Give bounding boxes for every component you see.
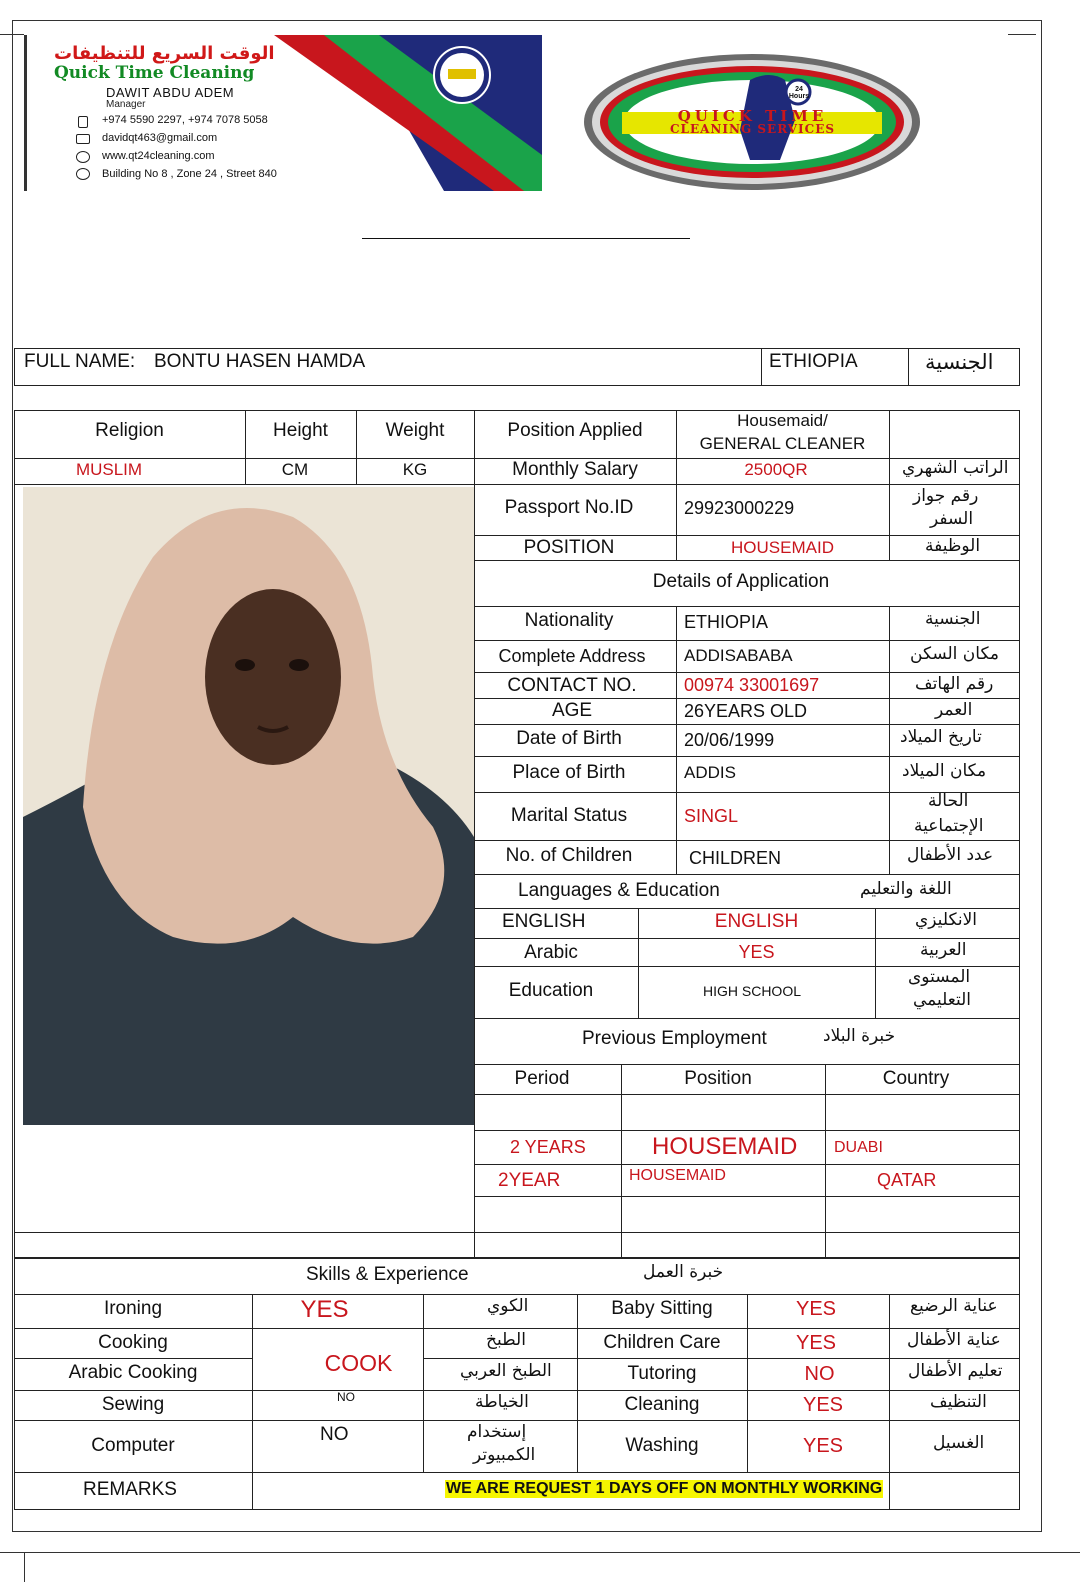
salary-ar: الراتب الشهري — [902, 458, 1009, 478]
logo-text: QUICK TIME CLEANING SERVICES — [669, 107, 836, 136]
dob-label: Date of Birth — [516, 728, 622, 749]
contact-ar: رقم الهاتف — [915, 674, 994, 694]
skill-children-care-label: Children Care — [603, 1332, 721, 1353]
employment-row2-period: 2YEAR — [498, 1170, 561, 1191]
manager-name: DAWIT ABDU ADEM — [106, 85, 235, 100]
mail-icon — [76, 134, 90, 144]
skill-ironing-label: Ironing — [103, 1298, 163, 1319]
skill-children-care-value: YES — [795, 1332, 837, 1354]
badge-24-hours: 24 Hours — [788, 86, 810, 100]
pob-value: ADDIS — [684, 763, 736, 782]
company-logo — [580, 52, 930, 192]
skill-sewing-value: NO — [337, 1390, 355, 1404]
languages-title-ar: اللغة والتعليم — [860, 879, 952, 899]
age-ar: العمر — [935, 700, 973, 720]
skill-computer-ar-1: إستخدام — [467, 1422, 527, 1442]
salary-label: Monthly Salary — [512, 459, 638, 480]
skill-washing-value: YES — [802, 1435, 844, 1457]
height-value: CM — [281, 460, 309, 479]
skill-sewing-label: Sewing — [101, 1394, 165, 1415]
age-label: AGE — [551, 700, 593, 721]
position-ar: الوظيفة — [925, 536, 981, 556]
employment-row1-position: HOUSEMAID — [652, 1133, 798, 1160]
card-email: davidqt463@gmail.com — [102, 132, 218, 144]
skill-ironing-value: YES — [300, 1296, 349, 1323]
card-website: www.qt24cleaning.com — [102, 150, 215, 162]
globe-icon — [76, 151, 90, 163]
position-applied-label: Position Applied — [507, 420, 643, 441]
employment-row2-position: HOUSEMAID — [629, 1167, 726, 1184]
remarks-value: WE ARE REQUEST 1 DAYS OFF ON MONTHLY WORKING — [446, 1480, 883, 1497]
corner-mark — [24, 1552, 25, 1582]
contact-value: 00974 33001697 — [684, 675, 820, 695]
skill-computer-value: NO — [320, 1424, 349, 1445]
languages-title: Languages & Education — [518, 880, 720, 901]
salary-value: 2500QR — [744, 460, 808, 479]
marital-ar-1: الحالة — [928, 791, 969, 811]
religion-label: Religion — [95, 420, 164, 441]
education-value: HIGH SCHOOL — [702, 983, 801, 999]
skill-baby-sitting-value: YES — [795, 1298, 837, 1320]
page-break-line — [0, 1552, 1080, 1553]
remarks-label: REMARKS — [83, 1479, 177, 1500]
education-ar-1: المستوى — [908, 967, 971, 987]
employment-header-position: Position — [684, 1068, 752, 1089]
english-ar: الانكليزي — [915, 910, 977, 930]
skill-cooking-label: Cooking — [98, 1332, 168, 1353]
arabic-label: Arabic — [524, 942, 578, 963]
weight-value: KG — [402, 460, 428, 479]
company-arabic-name: الوقت السريع للتنظيفات — [54, 43, 275, 64]
position-applied-line2: GENERAL CLEANER — [699, 434, 866, 453]
marital-ar-2: الإجتماعية — [914, 816, 984, 836]
position-label: POSITION — [523, 537, 615, 558]
arabic-ar: العربية — [920, 940, 967, 960]
pob-ar: مكان الميلاد — [902, 761, 987, 781]
card-address: Building No 8 , Zone 24 , Street 840 — [102, 168, 277, 180]
skill-cleaning-ar: التنظيف — [930, 1392, 987, 1412]
skill-arabic-cooking-ar: الطبخ العربي — [460, 1361, 552, 1381]
skill-computer-ar-2: الكمبيوتر — [473, 1445, 536, 1465]
header-nationality: ETHIOPIA — [769, 351, 858, 372]
religion-value: MUSLIM — [75, 460, 143, 479]
employment-header-period: Period — [514, 1068, 570, 1089]
english-value: ENGLISH — [714, 911, 799, 932]
skills-title-ar: خبرة العمل — [643, 1262, 724, 1282]
skill-baby-sitting-label: Baby Sitting — [611, 1298, 713, 1319]
skill-cooking-ar: الطبخ — [486, 1330, 526, 1350]
employment-row1-country: DUABI — [834, 1139, 883, 1156]
skill-cleaning-label: Cleaning — [624, 1394, 700, 1415]
contact-label: CONTACT NO. — [507, 675, 637, 696]
manager-role: Manager — [106, 99, 146, 110]
marital-value: SINGL — [684, 806, 739, 826]
passport-label: Passport No.ID — [504, 497, 634, 518]
corner-mark — [0, 34, 24, 35]
skill-cleaning-value: YES — [802, 1394, 844, 1416]
skill-computer-label: Computer — [91, 1435, 175, 1456]
position-applied-line1: Housemaid/ — [737, 411, 828, 430]
skill-tutoring-ar: تعليم الأطفال — [908, 1361, 1003, 1381]
passport-ar-1: رقم جواز — [913, 486, 979, 506]
arabic-value: YES — [738, 942, 775, 962]
children-label: No. of Children — [505, 845, 633, 866]
address-value: ADDISABABA — [684, 646, 793, 665]
education-label: Education — [508, 980, 594, 1001]
address-label: Complete Address — [498, 646, 646, 666]
skill-sewing-ar: الخياطة — [475, 1392, 529, 1412]
address-ar: مكان السكن — [910, 644, 999, 664]
employment-title-ar: خبرة البلاد — [823, 1026, 896, 1046]
nationality-value: ETHIOPIA — [684, 612, 769, 632]
english-label: ENGLISH — [502, 911, 586, 932]
weight-label: Weight — [385, 420, 445, 441]
signature-line — [362, 238, 690, 239]
marital-label: Marital Status — [510, 805, 628, 826]
business-card — [24, 35, 542, 191]
height-label: Height — [273, 420, 328, 441]
employment-title: Previous Employment — [582, 1028, 767, 1049]
employment-row1-period: 2 YEARS — [510, 1137, 586, 1157]
phone-icon — [78, 116, 88, 128]
pob-label: Place of Birth — [512, 762, 626, 783]
details-title: Details of Application — [652, 571, 830, 592]
passport-ar-2: السفر — [930, 509, 974, 529]
nationality-label: Nationality — [524, 610, 614, 631]
skill-tutoring-value: NO — [804, 1363, 835, 1385]
full-name-label: FULL NAME: — [24, 351, 136, 372]
skill-children-care-ar: عناية الأطفال — [907, 1330, 1001, 1350]
card-phone: +974 5590 2297, +974 7078 5058 — [102, 114, 268, 126]
age-value: 26YEARS OLD — [684, 701, 808, 721]
skill-baby-sitting-ar: عناية الرضيع — [910, 1296, 998, 1316]
skill-cook-value: COOK — [324, 1350, 393, 1376]
skill-arabic-cooking-label: Arabic Cooking — [68, 1362, 198, 1383]
skill-tutoring-label: Tutoring — [627, 1363, 697, 1384]
skill-washing-ar: الغسيل — [933, 1433, 985, 1453]
dob-value: 20/06/1999 — [684, 730, 775, 750]
employment-row2-country: QATAR — [877, 1170, 937, 1190]
location-icon — [76, 168, 90, 180]
header-nationality-ar: الجنسية — [925, 350, 994, 374]
education-ar-2: التعليمي — [913, 990, 971, 1010]
corner-mark — [1008, 34, 1036, 35]
skill-ironing-ar: الكوي — [487, 1296, 529, 1316]
children-ar: عدد الأطفال — [907, 845, 994, 865]
skill-washing-label: Washing — [625, 1435, 699, 1456]
passport-value: 29923000229 — [684, 498, 795, 518]
children-value: CHILDREN — [689, 848, 782, 868]
position-value: HOUSEMAID — [731, 538, 834, 557]
applicant-photo — [23, 487, 474, 1125]
full-name-value: BONTU HASEN HAMDA — [154, 351, 366, 372]
nationality-ar: الجنسية — [925, 609, 981, 629]
dob-ar: تاريخ الميلاد — [900, 727, 982, 747]
skills-title: Skills & Experience — [306, 1264, 469, 1285]
employment-header-country: Country — [882, 1068, 950, 1089]
company-english-name: Quick Time Cleaning — [54, 63, 255, 83]
